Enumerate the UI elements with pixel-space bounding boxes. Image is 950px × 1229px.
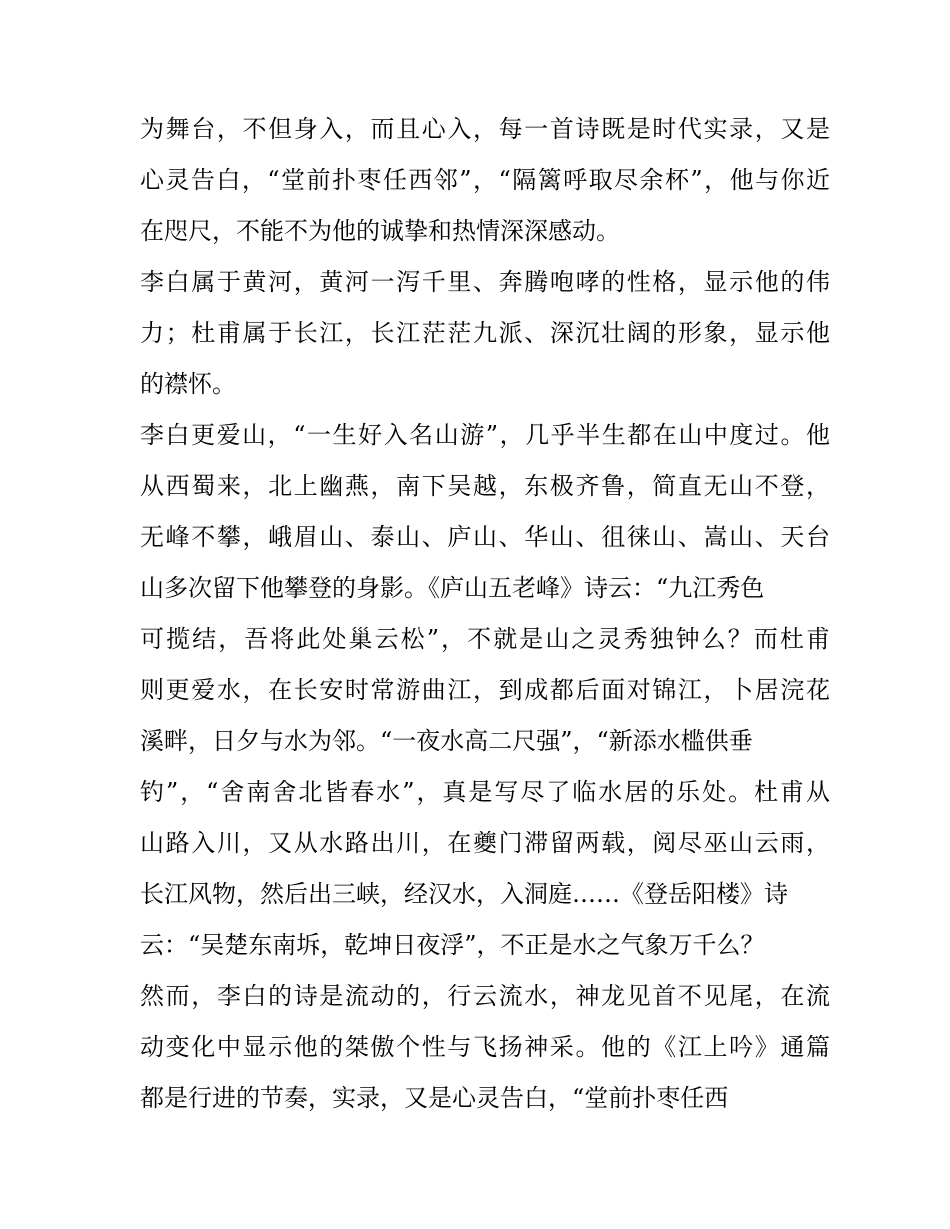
text-line: 的襟怀。 [140,370,236,398]
text-line: 李白更爱山，“一生好入名山游”，几乎半生都在山中度过。他 [140,421,830,449]
text-line: 然而，李白的诗是流动的，行云流水，神龙见首不见尾，在流 [140,982,830,1010]
text-line: 钓”，“舍南舍北皆春水”，真是写尽了临水居的乐处。杜甫从 [140,778,830,806]
body-text [140,104,830,1124]
text-line: 则更爱水，在长安时常游曲江，到成都后面对锦江，卜居浣花 [140,676,830,704]
text-line: 溪畔，日夕与水为邻。“一夜水高二尺强”，“新添水槛供垂 [140,727,753,755]
text-line: 都是行进的节奏，实录，又是心灵告白，“堂前扑枣任西 [140,1084,729,1112]
text-line: 云：“吴楚东南坼，乾坤日夜浮”，不正是水之气象万千么？ [140,931,765,959]
text-line: 山路入川，又从水路出川，在夔门滞留两载，阅尽巫山云雨， [140,829,830,857]
text-line: 动变化中显示他的桀傲个性与飞扬神采。他的《江上吟》通篇 [140,1033,830,1061]
text-line: 心灵告白，“堂前扑枣任西邻”，“隔篱呼取尽余杯”，他与你近 [140,166,830,194]
text-line: 山多次留下他攀登的身影。《庐山五老峰》诗云：“九江秀色 [140,574,765,602]
text-line: 力；杜甫属于长江，长江茫茫九派、深沉壮阔的形象，显示他 [140,319,830,347]
text-line: 长江风物，然后出三峡，经汉水，入洞庭……《登岳阳楼》诗 [140,880,788,908]
text-line: 李白属于黄河，黄河一泻千里、奔腾咆哮的性格，显示他的伟 [140,268,830,296]
text-line: 在咫尺，不能不为他的诚挚和热情深深感动。 [140,217,620,245]
text-line: 从西蜀来，北上幽燕，南下吴越，东极齐鲁，简直无山不登， [140,472,830,500]
text-line: 为舞台，不但身入，而且心入，每一首诗既是时代实录，又是 [140,115,830,143]
text-line: 可揽结，吾将此处巢云松”，不就是山之灵秀独钟么？而杜甫 [140,625,830,653]
text-line: 无峰不攀，峨眉山、泰山、庐山、华山、徂徕山、嵩山、天台 [140,523,830,551]
